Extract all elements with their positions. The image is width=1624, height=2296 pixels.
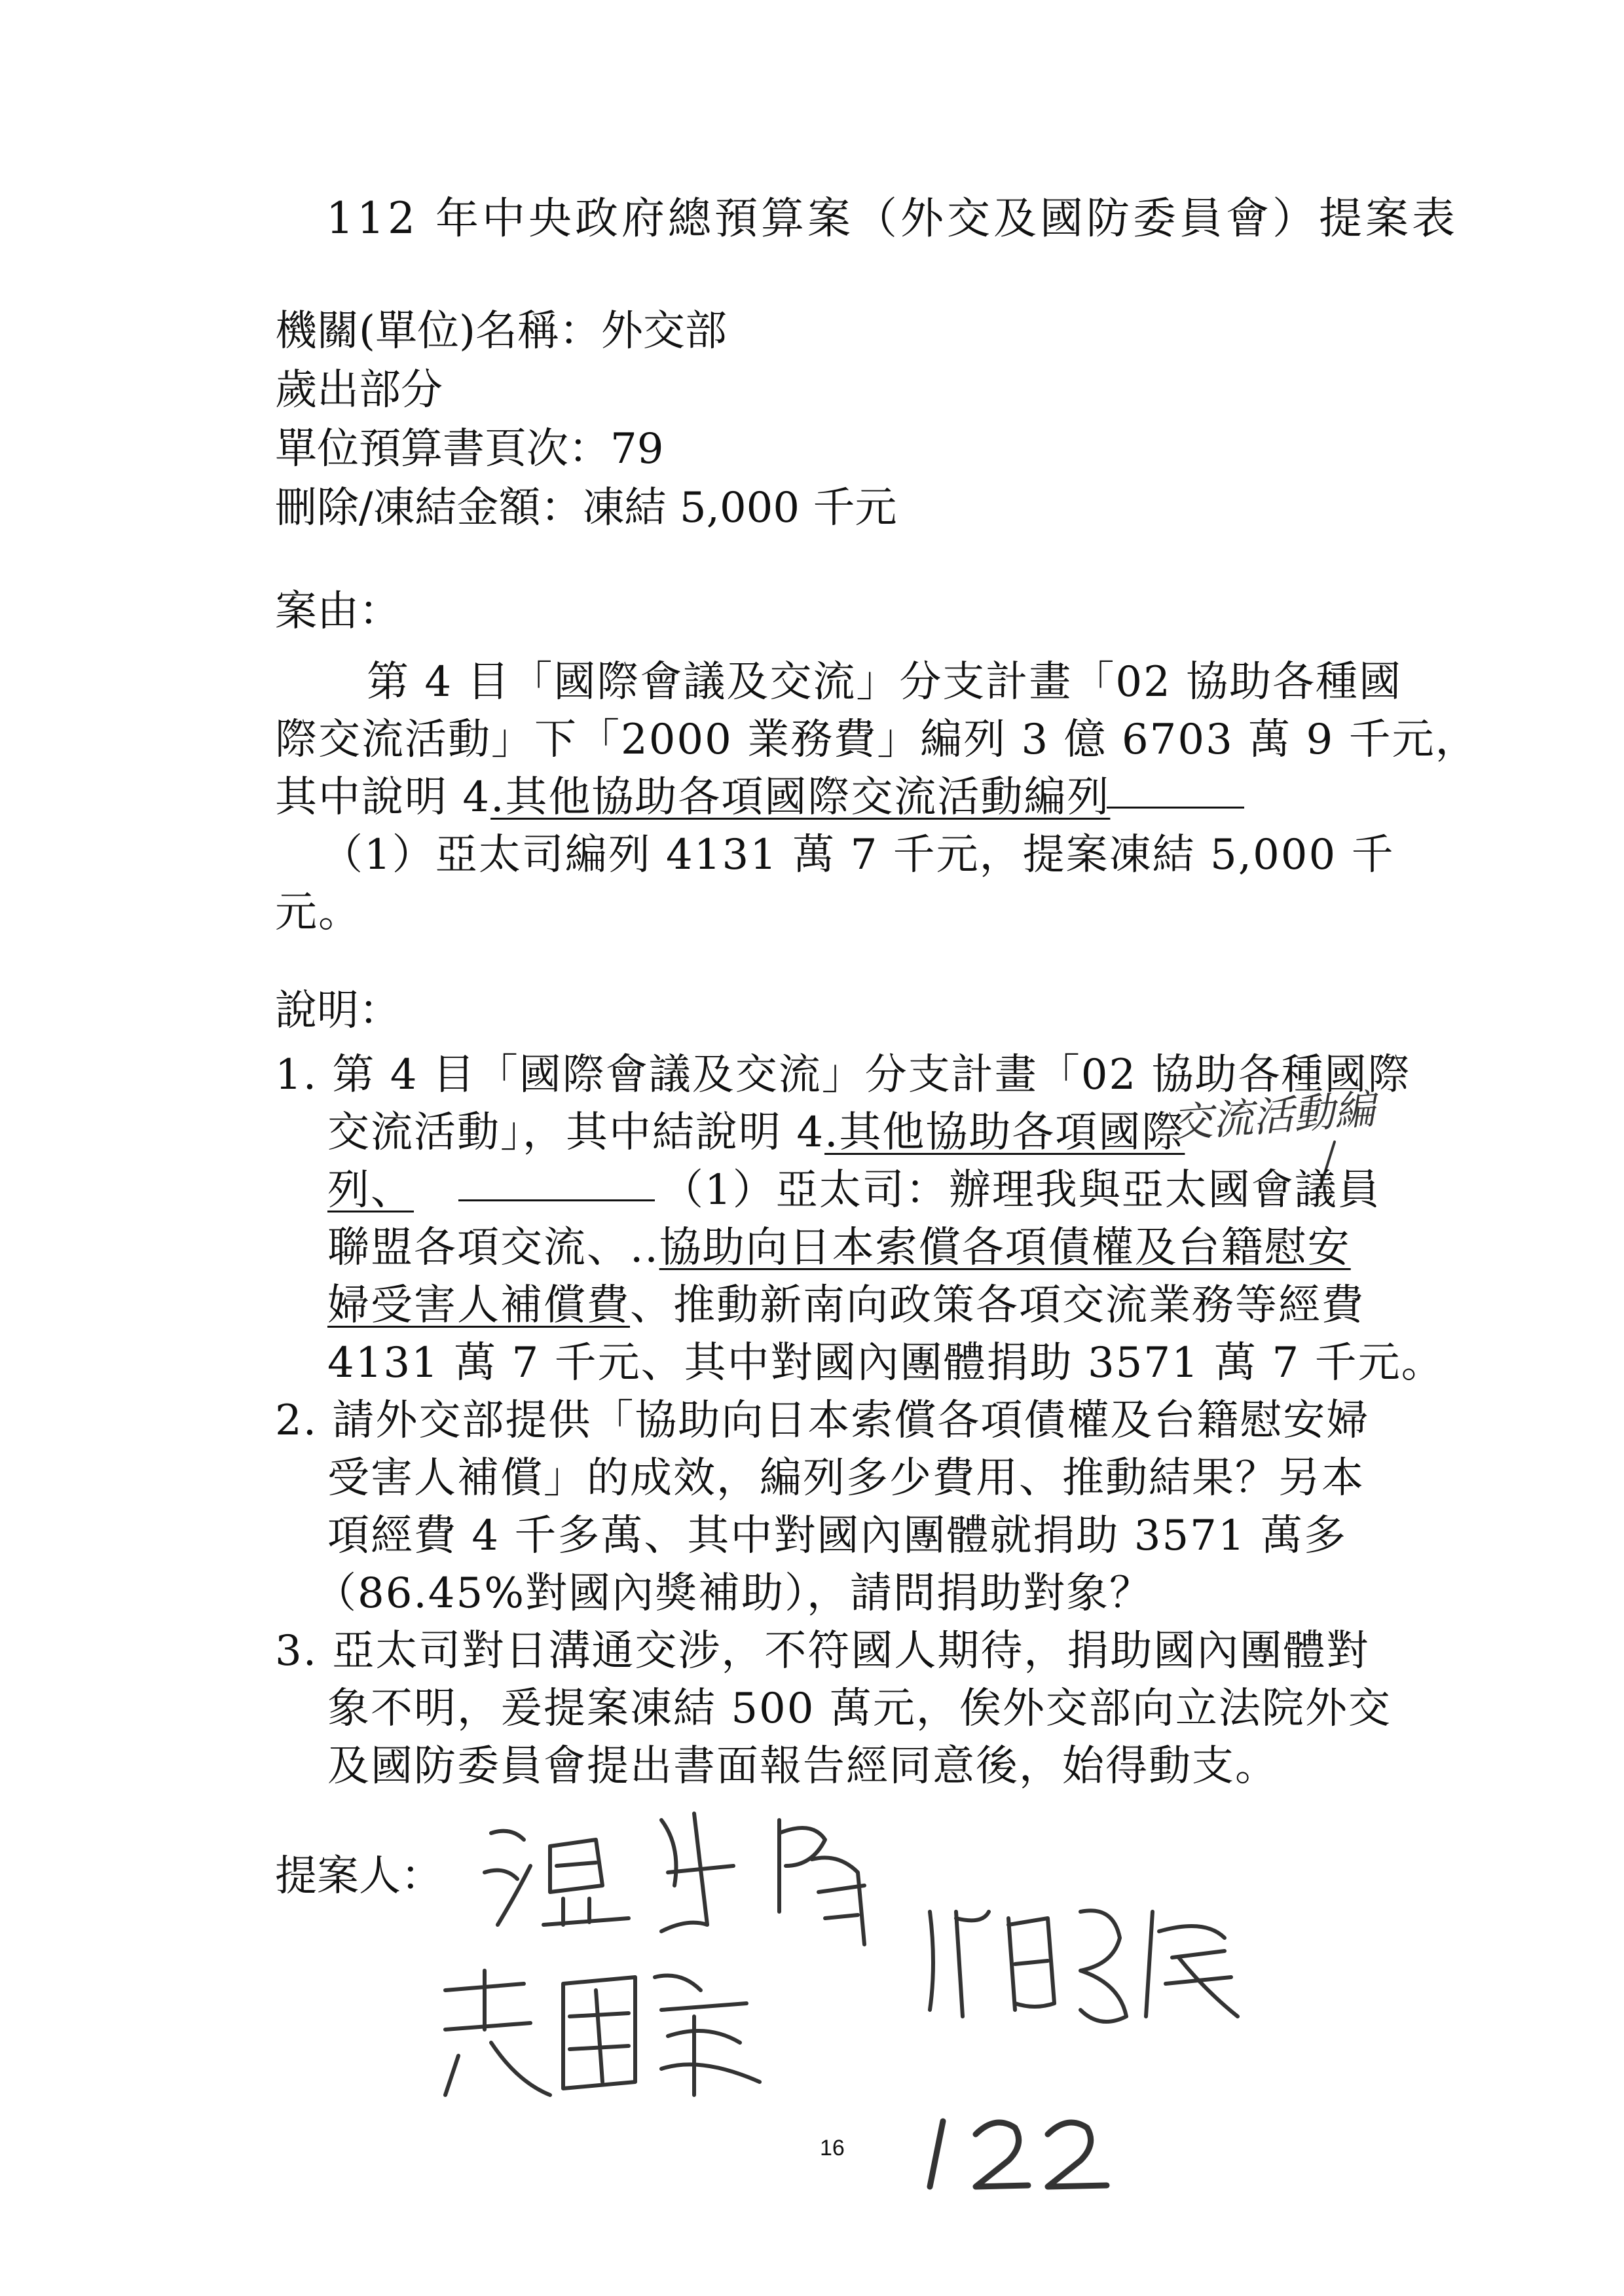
explanation-text: 、推動新南向政策各項交流業務等經費 [630, 1281, 1365, 1330]
explanation-label: 說明： [275, 987, 401, 1035]
reason-line: 元。 [275, 888, 361, 937]
explanation-line [327, 1271, 1365, 1332]
freeze-amount: 刪除/凍結金額：凍結 5,000 千元 [275, 484, 897, 532]
explanation-underlined-text: 協助向日本索償各項債權及台籍慰安 [659, 1224, 1351, 1272]
explanation-item: 2. 請外交部提供「協助向日本索償各項債權及台籍慰安婦 [275, 1396, 1370, 1445]
explanation-text: 聯盟各項交流、.. [327, 1224, 659, 1272]
signature-3 [917, 1886, 1257, 2030]
page-number: 16 [820, 2136, 845, 2160]
explanation-line: 及國防委員會提出書面報告經同意後，始得動支。 [327, 1742, 1278, 1791]
reason-line: （1）亞太司編列 4131 萬 7 千元，提案凍結 5,000 千 [321, 831, 1395, 879]
explanation-line [327, 1099, 1185, 1159]
reason-line: 際交流活動」下「2000 業務費」編列 3 億 6703 萬 9 千元， [275, 716, 1479, 764]
blank-underline [1107, 807, 1244, 809]
reason-text: 其中說明 4 [275, 773, 491, 822]
reason-line [275, 763, 1110, 824]
explanation-line: 項經費 4 千多萬、其中對國內團體就捐助 3571 萬多 [327, 1512, 1347, 1560]
explanation-line: （86.45%對國內獎補助），請問捐助對象？ [314, 1569, 1153, 1618]
explanation-line: 4131 萬 7 千元、其中對國內團體捐助 3571 萬 7 千元。 [327, 1339, 1445, 1387]
explanation-line [327, 1214, 1351, 1274]
blank-underline [458, 1199, 655, 1201]
explanation-underlined-text: 婦受害人補償費 [327, 1281, 630, 1330]
explanation-underlined-text: .其他協助各項國際 [824, 1108, 1185, 1157]
explanation-item: 1. 第 4 目「國際會議及交流」分支計畫「02 協助各種國際 [275, 1051, 1411, 1099]
explanation-line: 受害人補償」的成效，編列多少費用、推動結果？另本 [327, 1454, 1365, 1503]
handwritten-addition: 交流活動編 [1170, 1085, 1376, 1147]
proposer-label: 提案人： [275, 1852, 443, 1901]
reason-underlined-text: .其他協助各項國際交流活動編列 [490, 773, 1111, 822]
explanation-line: 象不明，爰提案凍結 500 萬元，俟外交部向立法院外交 [327, 1685, 1392, 1733]
page-title: 112 年中央政府總預算案（外交及國防委員會）提案表 [326, 193, 1458, 244]
explanation-underlined-text: 列、 [327, 1166, 414, 1214]
reason-label: 案由： [275, 587, 401, 636]
budget-page-ref: 單位預算書頁次：79 [275, 425, 664, 473]
handwritten-page-number [917, 2108, 1126, 2200]
explanation-line [327, 1156, 414, 1216]
agency-name: 機關(單位)名稱：外交部 [275, 307, 727, 355]
expenditure-section: 歲出部分 [275, 366, 443, 414]
explanation-item: 3. 亞太司對日溝通交涉，不符國人期待，捐助國內團體對 [275, 1627, 1370, 1675]
signature-2 [419, 1951, 786, 2108]
explanation-text: 交流活動」，其中結說明 4 [327, 1108, 825, 1157]
signature-1 [471, 1794, 904, 1951]
explanation-line: （1）亞太司：辦理我與亞太國會議員 [661, 1166, 1381, 1214]
reason-line: 第 4 目「國際會議及交流」分支計畫「02 協助各種國 [367, 658, 1403, 706]
